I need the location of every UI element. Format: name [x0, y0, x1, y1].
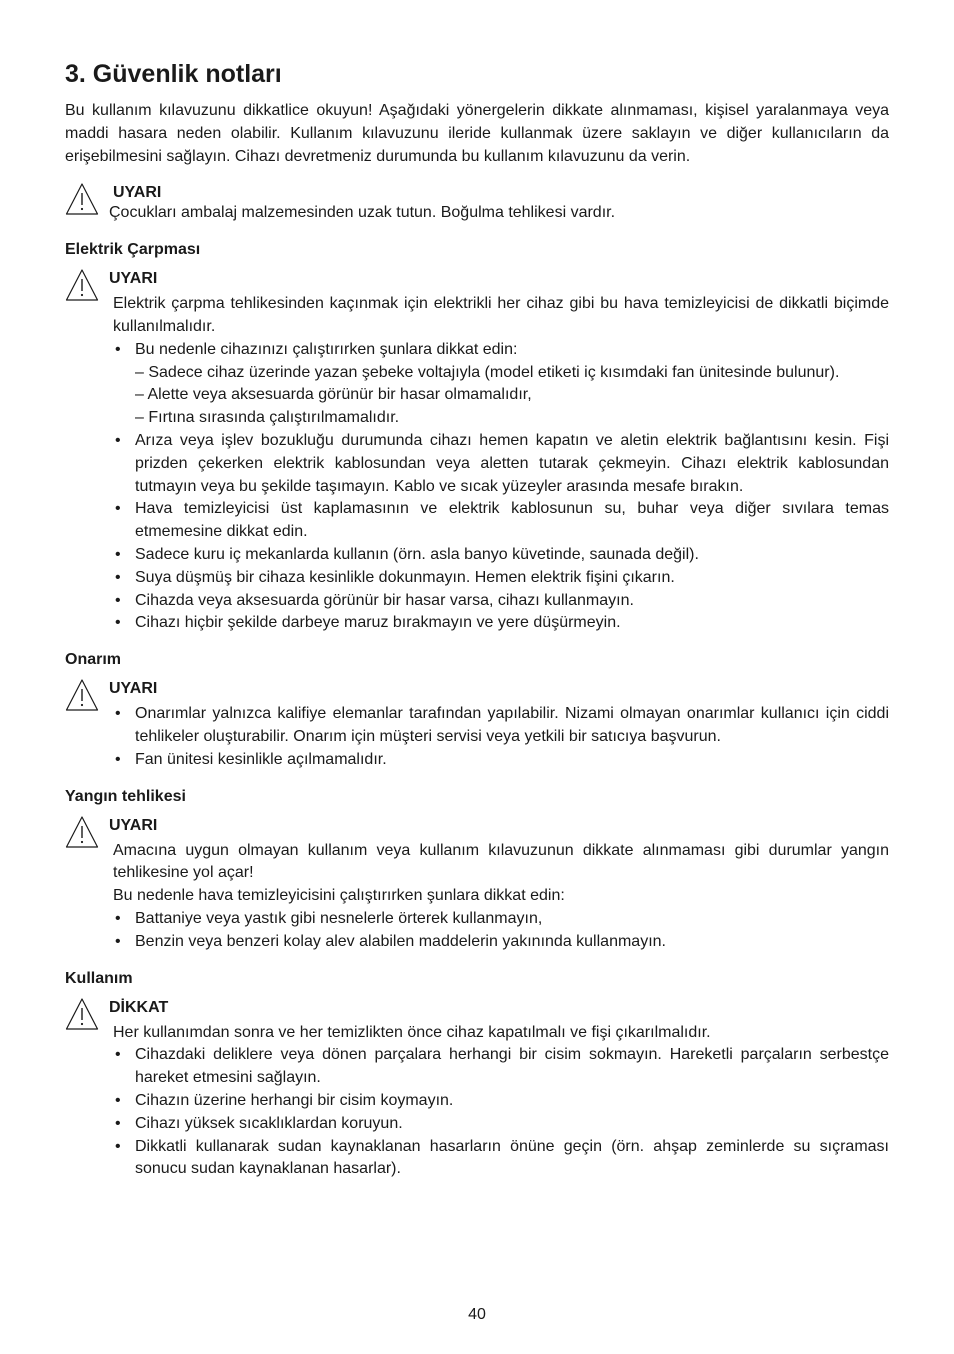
electric-intro: Elektrik çarpma tehlikesinden kaçınmak için elektrikli her cihaz gibi bu hava temizleyicisi de dikkatli biçimde kullanılmalıdır.: [113, 295, 889, 335]
list-item: • Dikkatli kullanarak sudan kaynaklanan hasarların önüne geçin (örn. ahşap zeminlerde su sıçraması sonucu sudan kaynaklanan hasarlar).: [113, 1136, 889, 1182]
list-item: • Arıza veya işlev bozukluğu durumunda cihazı hemen kapatın ve aletin elektrik bağlantısını kesin. Fişi prizden çekerken elektrik kablosundan veya aletten tutarak çekmeyin. Cihazı elektrik kablosundan tutmayın veya bu şekilde taşımayın. Kablo ve sıcak yüzeyler arasında mesafe bırakın.: [113, 430, 889, 498]
electric-bullet-list: [113, 339, 889, 635]
list-item: • Cihazda veya aksesuarda görünür bir hasar varsa, cihazı kullanmayın.: [113, 590, 889, 613]
page-number: 40: [468, 1306, 486, 1323]
fire-text-2: Bu nedenle hava temizleyicisini çalıştırırken şunlara dikkat edin:: [113, 887, 565, 905]
usage-caution-body: [113, 1022, 889, 1182]
list-item: • Cihazın üzerine herhangi bir cisim koymayın.: [113, 1090, 889, 1113]
section-heading-usage: Kullanım: [65, 969, 133, 987]
page-title: 3. Güvenlik notları: [65, 60, 282, 88]
warning-triangle-icon: [65, 997, 99, 1031]
warning-label: UYARI: [109, 816, 158, 834]
fire-warning-body: [113, 840, 889, 954]
list-item: • Onarımlar yalnızca kalifiye elemanlar tarafından yapılabilir. Nizami olmayan onarımlar kullanıcı için ciddi tehlikeler oluşturabilir. Onarım için müşteri servisi veya yetkili bir satıcıya başvurun.: [113, 703, 889, 749]
general-warning-text: Çocukları ambalaj malzemesinden uzak tutun. Boğulma tehlikesi vardır.: [109, 204, 616, 222]
list-item: • Hava temizleyicisi üst kaplamasının ve elektrik kablosunun su, buhar veya diğer sıvılara temas etmemesine dikkat edin.: [113, 498, 889, 544]
document-page: [65, 58, 889, 1181]
fire-bullet-list: [113, 908, 889, 954]
electric-warning-body: [113, 293, 889, 635]
repair-bullet-list: [113, 703, 889, 771]
bullet-text: Bu nedenle cihazınızı çalıştırırken şunlara dikkat edin:: [135, 340, 518, 358]
section-heading-repair: Onarım: [65, 651, 122, 669]
dash-item: – Fırtına sırasında çalıştırılmamalıdır.: [135, 409, 400, 427]
warning-label: UYARI: [109, 680, 158, 698]
fire-text-1: Amacına uygun olmayan kullanım veya kullanım kılavuzunun dikkate alınmaması gibi durumlar yangın tehlikesine yol açar!: [113, 841, 889, 882]
list-item: • Battaniye veya yastık gibi nesnelerle örterek kullanmayın,: [113, 908, 889, 931]
usage-text: Her kullanımdan sonra ve her temizlikten önce cihaz kapatılmalı ve fişi çıkarılmalıdır.: [113, 1023, 711, 1041]
repair-warning-body: [113, 703, 889, 771]
warning-label: UYARI: [113, 184, 162, 202]
intro-paragraph: Bu kullanım kılavuzunu dikkatlice okuyun! Aşağıdaki yönergelerin dikkate alınmaması, kişisel yaralanmaya veya maddi hasara neden olabilir. Kullanım kılavuzunu ileride kullanmak üzere saklayın ve diğer kullanıcıların da erişebilmesini sağlayın. Cihazı devretmeniz durumunda bu kullanım kılavuzunu da verin.: [65, 102, 889, 165]
dash-item: – Alette veya aksesuarda görünür bir hasar olmamalıdır,: [135, 386, 532, 404]
section-heading-fire: Yangın tehlikesi: [65, 787, 186, 805]
dash-list: [135, 362, 889, 430]
caution-label: DİKKAT: [109, 998, 169, 1016]
list-item: • Sadece kuru iç mekanlarda kullanın (örn. asla banyo küvetinde, saunada değil).: [113, 544, 889, 567]
warning-triangle-icon: [65, 815, 99, 849]
list-item: • Cihazı yüksek sıcaklıklardan koruyun.: [113, 1113, 889, 1136]
list-item: • Fan ünitesi kesinlikle açılmamalıdır.: [113, 749, 889, 772]
warning-triangle-icon: [65, 268, 99, 302]
list-item: • Cihazdaki deliklere veya dönen parçalara herhangi bir cisim sokmayın. Hareketli parçaların serbestçe hareket etmesini sağlayın.: [113, 1044, 889, 1090]
warning-label: UYARI: [109, 270, 158, 288]
list-item: • Cihazı hiçbir şekilde darbeye maruz bırakmayın ve yere düşürmeyin.: [113, 612, 889, 635]
section-heading-electric: Elektrik Çarpması: [65, 241, 201, 259]
warning-triangle-icon: [65, 678, 99, 712]
warning-triangle-icon: [65, 182, 99, 216]
dash-item: – Sadece cihaz üzerinde yazan şebeke voltajıyla (model etiketi iç kısımdaki fan ünitesinde bulunur).: [135, 363, 840, 381]
usage-bullet-list: [113, 1044, 889, 1181]
list-item: • Suya düşmüş bir cihaza kesinlikle dokunmayın. Hemen elektrik fişini çıkarın.: [113, 567, 889, 590]
list-item: • Benzin veya benzeri kolay alev alabilen maddelerin yakınında kullanmayın.: [113, 931, 889, 954]
list-item: [113, 339, 889, 430]
